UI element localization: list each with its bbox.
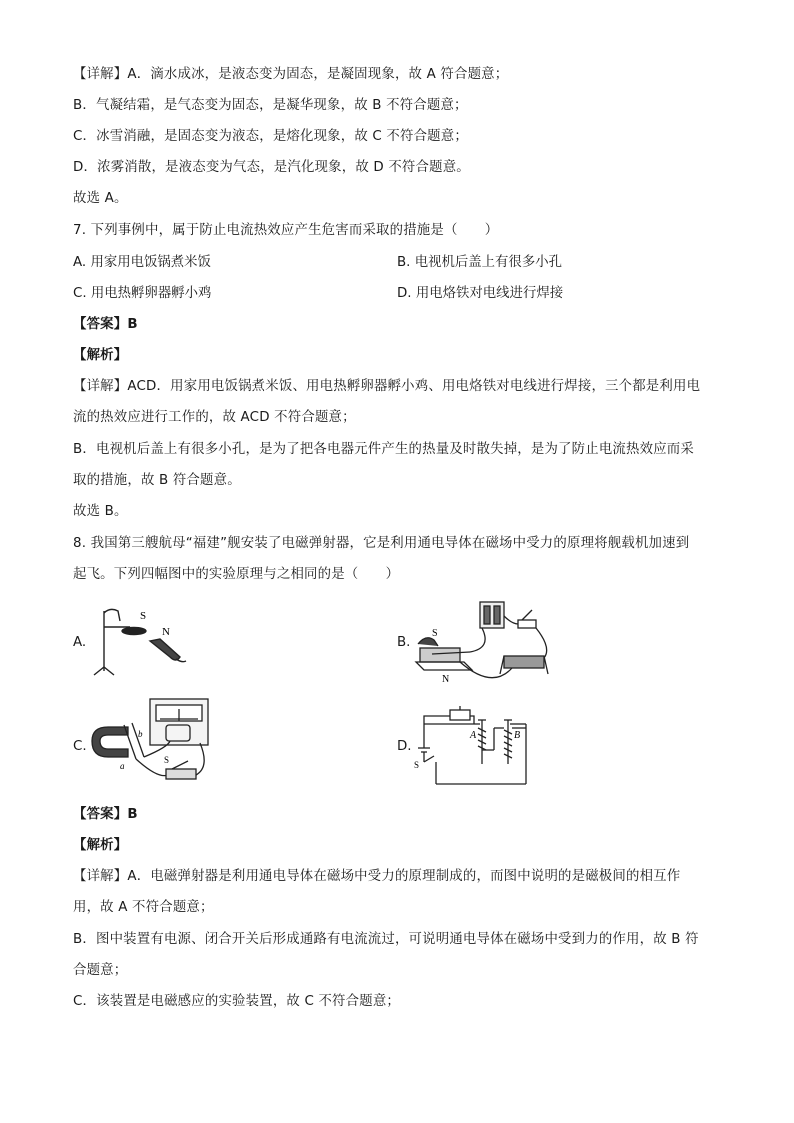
fig-d-label: D. bbox=[397, 739, 412, 754]
q7-detail-3: B．电视机后盖上有很多小孔，是为了把各电器元件产生的热量及时散失掉，是为了防止电流热效应而采 bbox=[73, 442, 694, 457]
q8-answer: 【答案】B bbox=[73, 807, 138, 822]
fig-d-a-label: A bbox=[470, 730, 477, 741]
q8-detail-4: 合题意； bbox=[73, 963, 128, 978]
q7-stem: 7. 下列事例中，属于防止电流热效应产生危害而采取的措施是（ ） bbox=[73, 223, 499, 238]
q7-option-a: A. 用家用电饭锅煮米饭 bbox=[73, 255, 211, 270]
prev-detail-line-a: 【详解】A．滴水成冰，是液态变为固态，是凝固现象，故 A 符合题意； bbox=[73, 67, 509, 82]
q7-analysis: 【解析】 bbox=[73, 348, 128, 363]
fig-d-b-label: B bbox=[514, 730, 521, 741]
fig-b-motor-circuit bbox=[412, 598, 557, 688]
q7-detail-4: 取的措施，故 B 符合题意。 bbox=[73, 473, 241, 488]
q7-answer: 【答案】B bbox=[73, 317, 138, 332]
fig-a-s-label: S bbox=[140, 610, 147, 622]
q7-detail-2: 流的热效应进行工作的，故 ACD 不符合题意； bbox=[73, 410, 356, 425]
q8-stem-2: 起飞。下列四幅图中的实验原理与之相同的是（ ） bbox=[73, 567, 400, 582]
q7-option-d: D. 用电烙铁对电线进行焊接 bbox=[397, 286, 564, 301]
fig-a-magnet-stand bbox=[90, 605, 200, 680]
fig-c-a-label: a bbox=[120, 761, 125, 771]
q7-option-c: C. 用电热孵卵器孵小鸡 bbox=[73, 286, 212, 301]
fig-b-s-label: S bbox=[432, 628, 438, 639]
fig-d-electromagnet-circuit bbox=[414, 706, 544, 791]
fig-a-n-label: N bbox=[162, 626, 170, 638]
fig-c-b-label: b bbox=[138, 729, 143, 739]
fig-c-s-label: S bbox=[164, 755, 170, 765]
fig-c-induction-setup bbox=[88, 697, 218, 792]
q8-detail-3: B．图中装置有电源、闭合开关后形成通路有电流流过，可说明通电导体在磁场中受到力的作用，故 B 符 bbox=[73, 932, 699, 947]
fig-b-label: B. bbox=[397, 635, 411, 650]
q8-detail-5: C．该装置是电磁感应的实验装置，故 C 不符合题意； bbox=[73, 994, 401, 1009]
q8-analysis: 【解析】 bbox=[73, 838, 128, 853]
prev-detail-line-d: D．浓雾消散，是液态变为气态，是汽化现象，故 D 不符合题意。 bbox=[73, 160, 470, 175]
q7-choose: 故选 B。 bbox=[73, 504, 128, 519]
q8-stem-1: 8. 我国第三艘航母“福建”舰安装了电磁弹射器，它是利用通电导体在磁场中受力的原理将舰载机加速到 bbox=[73, 536, 690, 551]
q7-option-b: B. 电视机后盖上有很多小孔 bbox=[397, 255, 562, 270]
fig-b-n-label: N bbox=[442, 674, 450, 685]
fig-c-label: C. bbox=[73, 739, 87, 754]
q8-detail-2: 用，故 A 不符合题意； bbox=[73, 900, 214, 915]
prev-detail-line-b: B．气凝结霜，是气态变为固态，是凝华现象，故 B 不符合题意； bbox=[73, 98, 468, 113]
q8-detail-1: 【详解】A．电磁弹射器是利用通电导体在磁场中受力的原理制成的，而图中说明的是磁极间的相互作 bbox=[73, 869, 681, 884]
fig-a-label: A. bbox=[73, 635, 87, 650]
prev-detail-line-c: C．冰雪消融，是固态变为液态，是熔化现象，故 C 不符合题意； bbox=[73, 129, 468, 144]
fig-d-s-label: S bbox=[414, 760, 420, 770]
prev-choose: 故选 A。 bbox=[73, 191, 128, 206]
q7-detail-1: 【详解】ACD．用家用电饭锅煮米饭、用电热孵卵器孵小鸡、用电烙铁对电线进行焊接，三个都是利用电 bbox=[73, 379, 701, 394]
